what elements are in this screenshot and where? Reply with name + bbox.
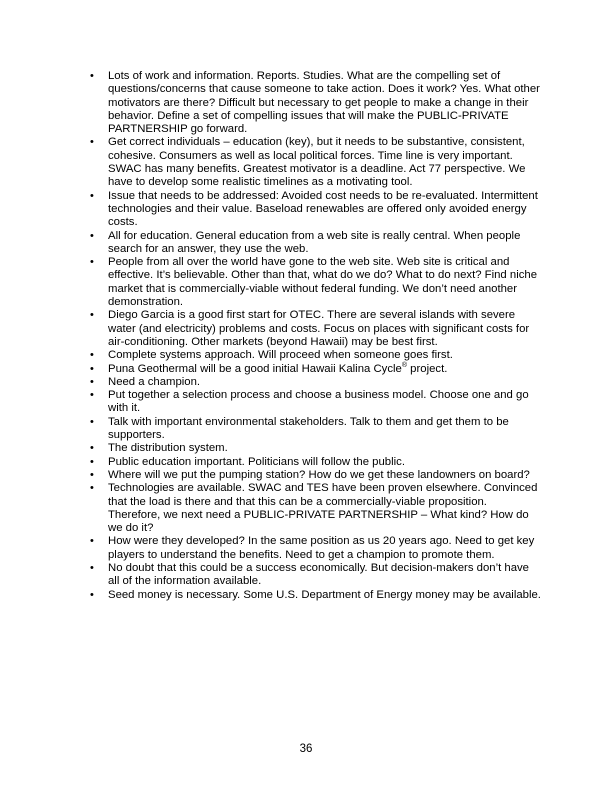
list-item [90, 349, 542, 362]
bullet-symbol: • [90, 482, 94, 495]
bullet-text-puna [108, 363, 542, 376]
list-item [90, 363, 542, 376]
bullet-symbol: • [90, 229, 94, 242]
bullet-text: Complete systems approach. Will proceed when someone goes first. [108, 349, 453, 362]
list-item [90, 309, 542, 349]
list-item [90, 136, 542, 189]
bullet-symbol: • [90, 189, 94, 202]
bullet-symbol: • [90, 375, 94, 388]
bullet-text: Where will we put the pumping station? How do we get these landowners on board? [108, 468, 530, 481]
bullet-text: Need a champion. [108, 375, 201, 388]
bullet-symbol: • [90, 362, 94, 375]
list-item [90, 230, 542, 257]
bullet-text: Put together a selection process and choose a business model. Choose one and go with it. [108, 389, 529, 415]
bullet-text: Talk with important environmental stakeholders. Talk to them and get them to be supporters. [108, 415, 509, 442]
list-item [90, 70, 542, 136]
bullet-symbol: • [90, 349, 94, 362]
bullet-text: No doubt that this could be a success economically. But decision-makers don’t have all of the information available. [108, 561, 529, 588]
bullet-symbol: • [90, 535, 94, 548]
bullet-symbol: • [90, 256, 94, 269]
bullet-text: Get correct individuals – education (key), but it needs to be substantive, consistent, cohesive. Consumers as well as local political forces. Time line is very important. SWAC has many benefits. Greatest motivator is a deadline. Act 77 perspective. We have to develop some realistic timelines as a motivating tool. [108, 136, 526, 189]
puna-text-end: project. [407, 362, 448, 375]
list-item [90, 535, 542, 562]
bullet-symbol: • [90, 389, 94, 402]
bullet-symbol: • [90, 415, 94, 428]
registered-mark: ® [401, 361, 408, 369]
bullet-symbol: • [90, 442, 94, 455]
list-item [90, 376, 542, 389]
list-item [90, 589, 542, 602]
list-item [90, 469, 542, 482]
bullet-symbol: • [90, 561, 94, 574]
bullet-symbol: • [90, 455, 94, 468]
bullet-symbol: • [90, 468, 94, 481]
bullet-text: How were they developed? In the same position as us 20 years ago. Need to get key players to understand the benefits. Need to get a champion to promote them. [108, 535, 535, 561]
bullet-symbol: • [90, 136, 94, 149]
bullet-text: Issue that needs to be addressed: Avoided cost needs to be re-evaluated. Intermittent technologies and their value. Baseload renewables are offered only avoided energy costs. [108, 189, 538, 229]
page-number: 36 [299, 743, 313, 755]
list-item [90, 416, 542, 443]
list-item [90, 562, 542, 589]
puna-text: Puna Geothermal will be a good initial Hawaii Kalina Cycle [108, 362, 402, 375]
list-item [90, 389, 542, 416]
bullet-text: Diego Garcia is a good first start for OTEC. There are several islands with severe water (and electricity) problems and costs. Focus on places with significant costs for air-conditioning. Other markets (beyond Hawaii) may be best first. [108, 309, 530, 348]
list-item [90, 442, 542, 455]
bullet-symbol: • [90, 309, 94, 322]
list-item [90, 256, 542, 309]
list-item [90, 456, 542, 469]
bullet-text: The distribution system. [108, 442, 228, 455]
bullet-text: Lots of work and information. Reports. Studies. What are the compelling set of questions/concerns that cause someone to take action. Does it work? Yes. What other motivators are there? Difficult but necessary to get people to make a change in their behavior. Define a set of compelling issues that will make the PUBLIC-PRIVATE PARTNERSHIP go forward. [108, 70, 540, 136]
bullet-text: Public education important. Politicians will follow the public. [108, 455, 405, 468]
bullet-list [90, 70, 542, 602]
bullet-text: People from all over the world have gone to the web site. Web site is critical and effective. It’s believable. Other than that, what do we do? What to do next? Find niche market that is commercially-viable without federal funding. We don’t need another demonstration. [108, 256, 538, 309]
bullet-text: All for education. General education from a web site is really central. When people search for an answer, they use the web. [108, 229, 521, 255]
list-item [90, 482, 542, 535]
list-item [90, 190, 542, 230]
bullet-symbol: • [90, 70, 94, 82]
bullet-symbol: • [90, 588, 94, 601]
bullet-text: Technologies are available. SWAC and TES have been proven elsewhere. Convinced that the load is there and that this can be a commercially-viable proposition. Therefore, we next need a PUBLIC-PRIVATE PARTNERSHIP – What kind? How do we do it? [108, 482, 538, 535]
bullet-text: Seed money is necessary. Some U.S. Department of Energy money may be available. [108, 588, 541, 601]
